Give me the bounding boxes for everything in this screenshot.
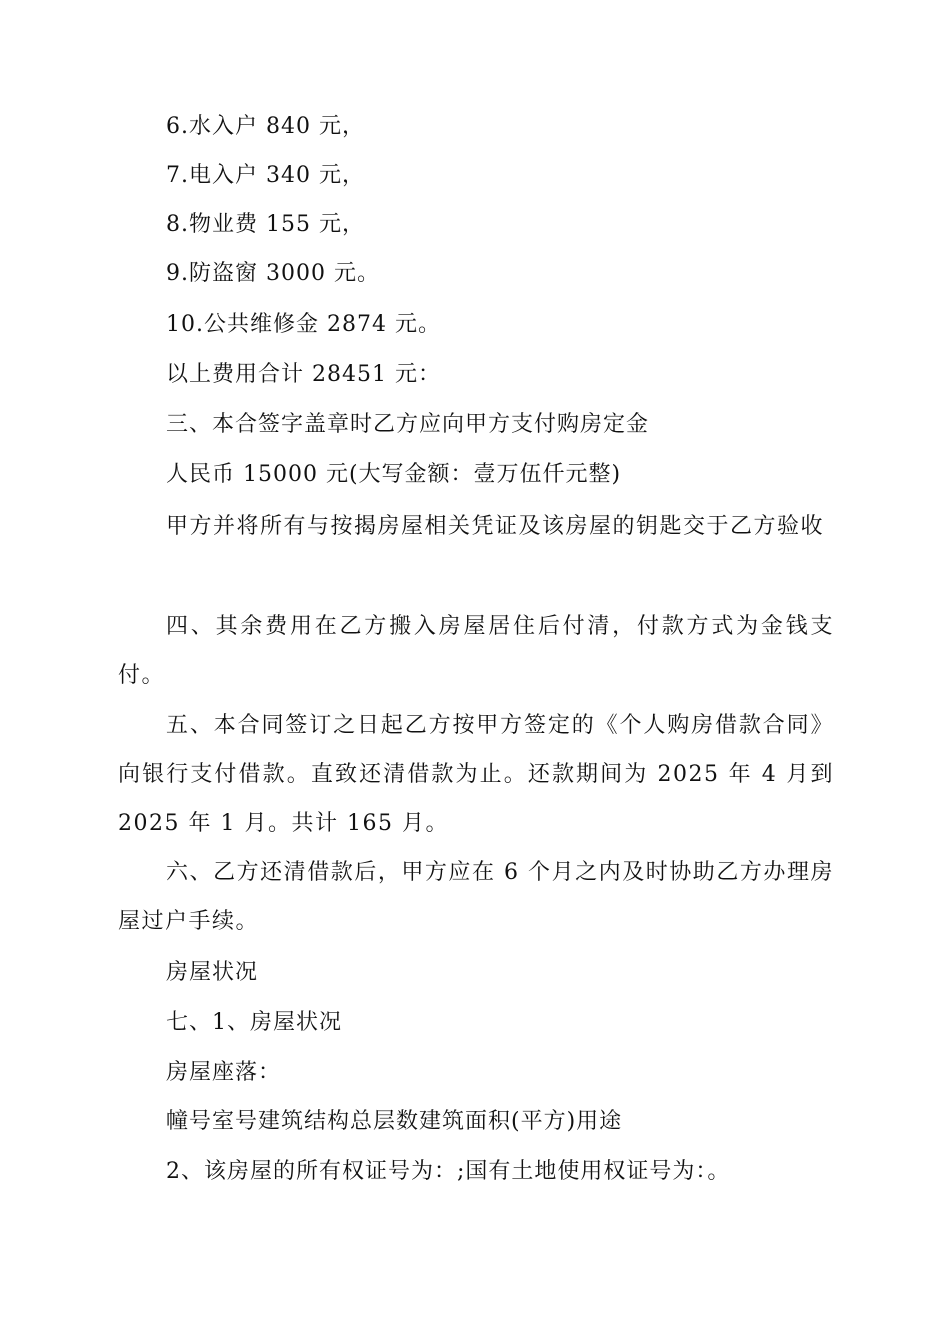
fee-item-maintenance: 10.公共维修金 2874 元。 — [166, 312, 441, 337]
fee-item-electricity: 7.电入户 340 元， — [166, 163, 365, 188]
house-heading: 房屋状况 — [166, 960, 259, 985]
paragraph-keys: 甲方并将所有与按揭房屋相关凭证及该房屋的钥匙交于乙方验收 — [166, 514, 825, 539]
fee-item-window: 9.防盗窗 3000 元。 — [166, 261, 380, 286]
fee-item-property: 8.物业费 155 元， — [166, 212, 365, 237]
clause-six: 六、乙方还清借款后，甲方应在 6 个月之内及时协助乙方办理房屋过户手续。 — [118, 860, 834, 934]
deposit-amount: 人民币 15000 元(大写金额：壹万伍仟元整) — [166, 462, 622, 487]
table-header-line: 幢号室号建筑结构总层数建筑面积(平方)用途 — [166, 1109, 623, 1134]
certificate-line: 2、该房屋的所有权证号为：;国有土地使用权证号为：。 — [166, 1159, 731, 1184]
clause-three: 三、本合签字盖章时乙方应向甲方支付购房定金 — [166, 412, 650, 437]
fee-item-water: 6.水入户 840 元， — [166, 114, 365, 139]
clause-five: 五、本合同签订之日起乙方按甲方签定的《个人购房借款合同》向银行支付借款。直致还清借款为止。还款期间为 2025 年 4 月到 2025 年 1 月。共计 165 月。 — [118, 713, 834, 836]
clause-four: 四、其余费用在乙方搬入房屋居住后付清，付款方式为金钱支付。 — [118, 614, 834, 688]
section-seven: 七、1、房屋状况 — [166, 1010, 342, 1035]
fee-total: 以上费用合计 28451 元： — [166, 362, 441, 387]
location-label: 房屋座落： — [166, 1060, 282, 1085]
